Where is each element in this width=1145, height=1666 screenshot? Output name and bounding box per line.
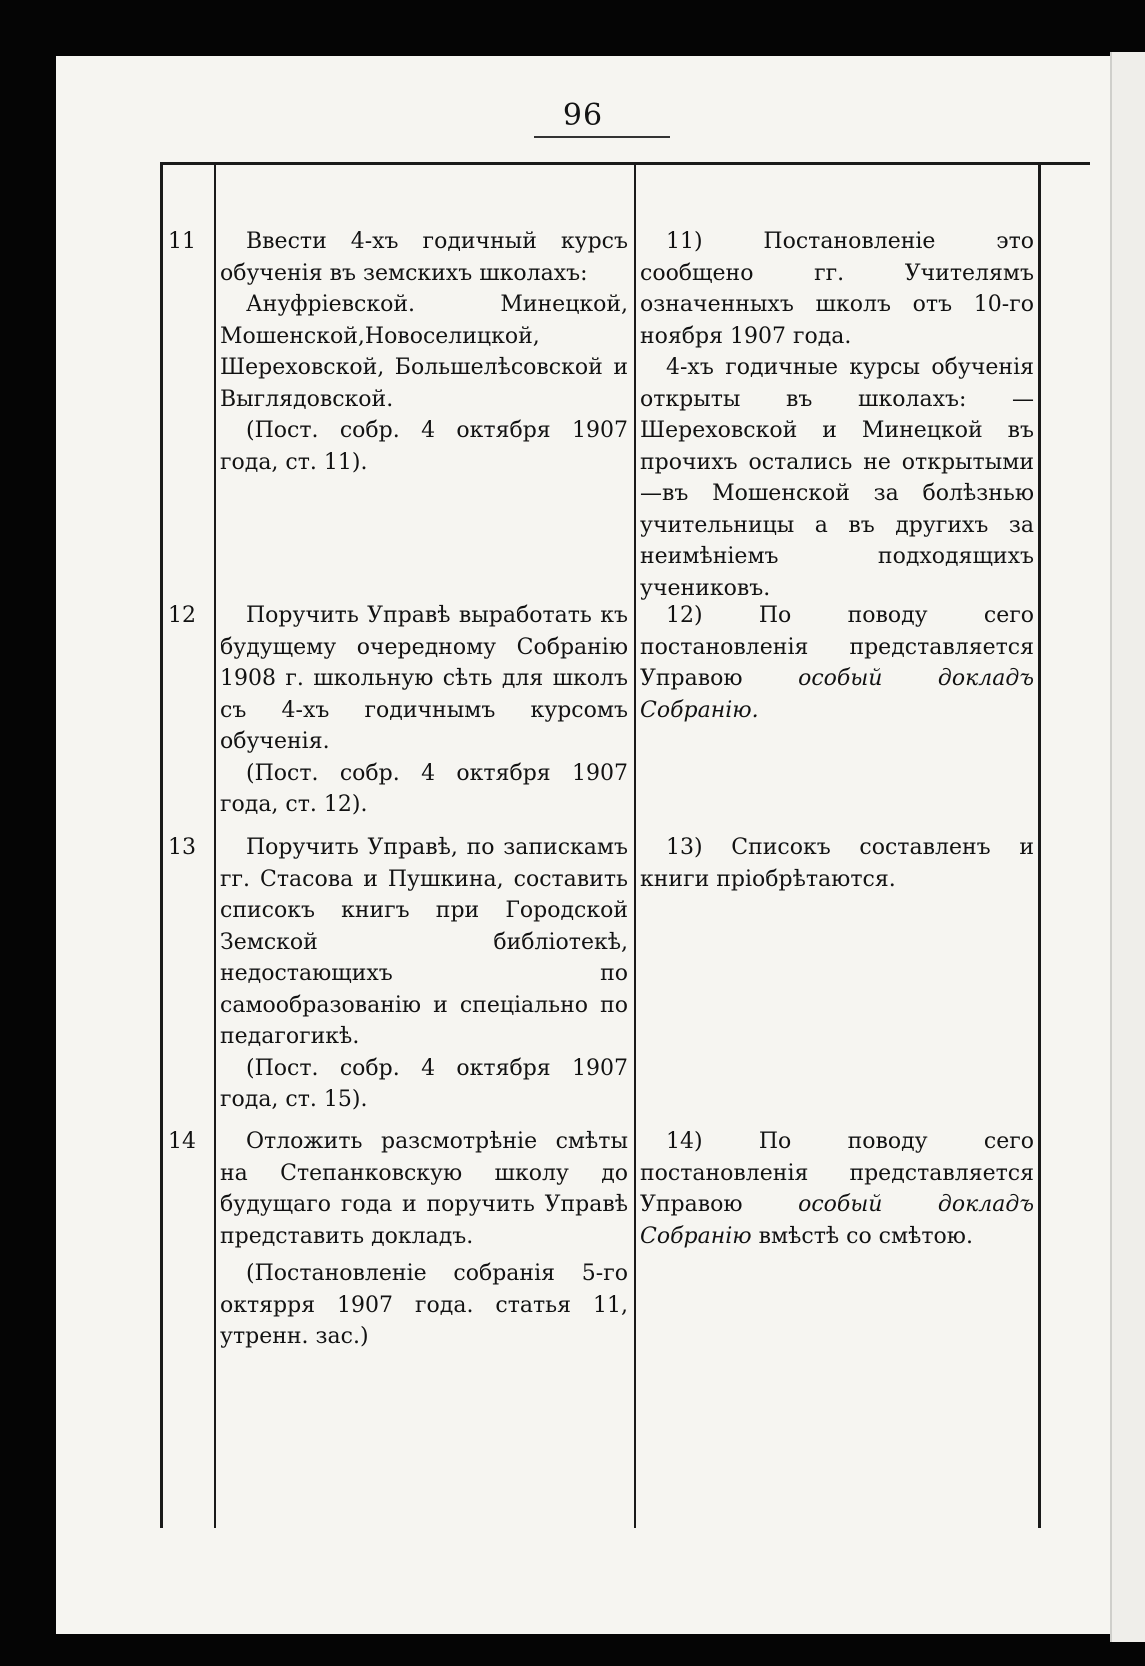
row-12-decision xyxy=(220,600,628,821)
document-page xyxy=(56,56,1110,1634)
row-14-decision xyxy=(220,1126,628,1353)
decision-text: Ввести 4-хъ годичный курсъ обученія въ земскихъ школахъ: xyxy=(220,229,628,286)
row-13-decision xyxy=(220,832,628,1116)
result-text: 11) Постановленіе это сообщено гг. Учителямъ означенныхъ школъ отъ 10-го ноября 1907 года. xyxy=(640,229,1034,349)
result-suffix: вмѣстѣ со смѣтою. xyxy=(758,1223,973,1249)
decision-citation: (Постановленіе собранія 5-го октярря 1907 года. статья 11, утренн. зас.) xyxy=(220,1261,628,1349)
adjacent-page-edge xyxy=(1110,52,1145,1642)
result-text xyxy=(640,1126,1034,1252)
decision-text: Отложить разсмотрѣніе смѣты на Степанковскую школу до будущаго года и поручить Управѣ представить докладъ. xyxy=(220,1129,628,1249)
row-12-number: 12 xyxy=(168,603,196,628)
result-text xyxy=(640,600,1034,726)
middle-column-divider xyxy=(634,162,636,1528)
row-14-result xyxy=(640,1126,1034,1252)
result-italic: особый докладъ Собранію. xyxy=(640,666,1034,723)
decision-citation: (Пост. собр. 4 октября 1907 года, ст. 15). xyxy=(220,1055,628,1112)
row-12-result xyxy=(640,600,1034,726)
row-14-number: 14 xyxy=(168,1129,196,1154)
result-prefix: 14) По поводу сего постановленія представляется Управою xyxy=(640,1129,1034,1217)
row-11-result xyxy=(640,226,1034,604)
table-right-border xyxy=(1038,162,1041,1528)
row-13-result xyxy=(640,832,1034,895)
result-italic: особый докладъ Собранію xyxy=(640,1192,1034,1249)
decision-text: Ануфріевской. Минецкой, Мошенской,Новоселицкой, Шереховской, Большелѣсовской и Выглядовской. xyxy=(220,292,628,412)
table-top-rule xyxy=(160,162,1090,165)
row-11-number: 11 xyxy=(168,229,196,254)
result-prefix: 12) По поводу сего постановленія представляется Управою xyxy=(640,603,1034,691)
decision-text: Поручить Управѣ выработать къ будущему очередному Собранію 1908 г. школьную сѣть для школъ съ 4-хъ годичнымъ курсомъ обученія. xyxy=(220,603,628,754)
decision-text: Поручить Управѣ, по запискамъ гг. Стасова и Пушкина, составить списокъ книгъ при Городской Земской библіотекѣ, недостающихъ по самообразованію и спеціально по педагогикѣ. xyxy=(220,835,628,1049)
table-left-border xyxy=(160,162,163,1528)
page-number-rule xyxy=(534,136,670,138)
decision-citation: (Пост. собр. 4 октября 1907 года, ст. 12). xyxy=(220,760,628,817)
result-text: 4-хъ годичные курсы обученія открыты въ школахъ: — Шереховской и Минецкой въ прочихъ остались не открытыми—въ Мошенской за болѣзнью учительницы а въ другихъ за неимѣніемъ подходящихъ учениковъ. xyxy=(640,355,1034,601)
page-number: 96 xyxy=(562,98,604,133)
result-text: 13) Списокъ составленъ и книги пріобрѣтаются. xyxy=(640,835,1034,892)
row-11-decision xyxy=(220,226,628,478)
row-13-number: 13 xyxy=(168,835,196,860)
decision-citation: (Пост. собр. 4 октября 1907 года, ст. 11). xyxy=(220,418,628,475)
number-column-divider xyxy=(214,162,216,1528)
